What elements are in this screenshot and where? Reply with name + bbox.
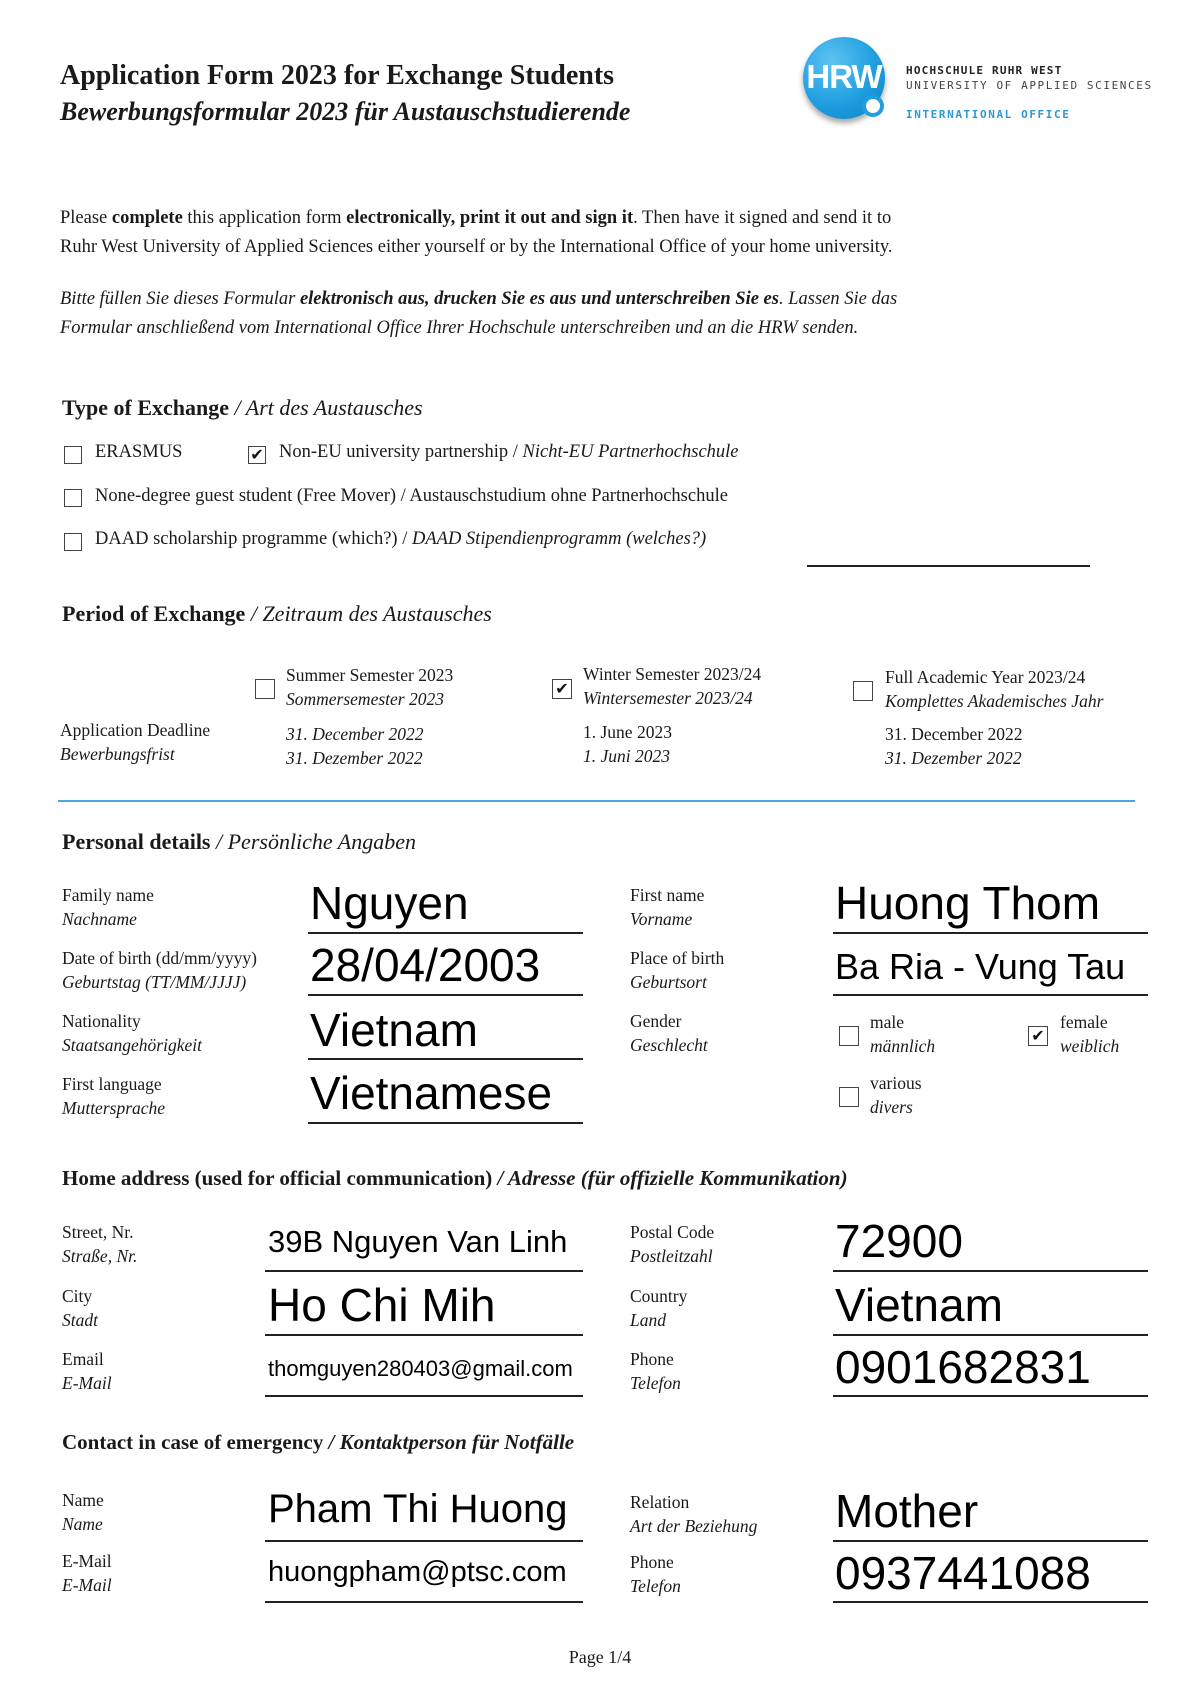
intro-de: Bitte füllen Sie dieses Formular elektronisch aus, drucken Sie es aus und unterschreiben Sie es. Lassen Sie das Formular anschließend vom International Office Ihrer Hochschule unterschreiben und an die HRW senden.: [60, 289, 898, 338]
emergency-email-field[interactable]: huongpham@ptsc.com: [268, 1556, 567, 1588]
email-label: Email E-Mail: [62, 1349, 112, 1393]
first-name-underline: [833, 932, 1148, 934]
relation-field[interactable]: Mother: [835, 1485, 979, 1537]
winter-semester-label: Winter Semester 2023/24 Wintersemester 2023/24: [583, 664, 762, 708]
postal-code-label: Postal Code Postleitzahl: [630, 1222, 715, 1266]
intro-en: Please complete this application form electronically, print it out and sign it. Then have it signed and send it to Ruhr West University of Applied Sciences either yourself or by the International Office of your home university.: [60, 208, 893, 257]
logo-line-3: INTERNATIONAL OFFICE: [906, 108, 1071, 121]
summer-semester-checkbox[interactable]: [255, 679, 275, 699]
free-mover-checkbox[interactable]: [64, 489, 82, 507]
place-of-birth-label: Place of birth Geburtsort: [630, 948, 725, 992]
city-underline: [265, 1334, 583, 1336]
summer-deadline: 31. December 2022 31. Dezember 2022: [286, 724, 424, 768]
logo-line-1: HOCHSCHULE RUHR WEST: [906, 64, 1063, 77]
street-field[interactable]: 39B Nguyen Van Linh: [268, 1224, 568, 1259]
postal-code-underline: [833, 1270, 1148, 1272]
full-year-label: Full Academic Year 2023/24 Komplettes Akademisches Jahr: [885, 667, 1104, 711]
phone-field[interactable]: 0901682831: [835, 1341, 1091, 1393]
winter-semester-checkbox[interactable]: [552, 679, 572, 699]
home-address-heading: Home address (used for official communication) / Adresse (für offizielle Kommunikation): [62, 1166, 848, 1190]
city-field[interactable]: Ho Chi Mih: [268, 1279, 496, 1331]
checkmark-icon: ✔: [250, 445, 264, 464]
postal-code-field[interactable]: 72900: [835, 1215, 963, 1267]
full-year-checkbox[interactable]: [853, 681, 873, 701]
period-heading: Period of Exchange / Zeitraum des Austausches: [62, 601, 492, 626]
country-field[interactable]: Vietnam: [835, 1279, 1003, 1331]
emergency-heading: Contact in case of emergency / Kontaktperson für Notfälle: [62, 1430, 575, 1454]
daad-label: DAAD scholarship programme (which?) / DAAD Stipendienprogramm (welches?): [95, 529, 707, 549]
gender-male-label: male männlich: [870, 1012, 936, 1056]
section-divider: [58, 800, 1135, 802]
emergency-phone-label: Phone Telefon: [630, 1552, 681, 1596]
email-underline: [265, 1395, 583, 1397]
relation-label: Relation Art der Beziehung: [630, 1492, 758, 1536]
form-title-en: Application Form 2023 for Exchange Students: [60, 60, 615, 91]
phone-underline: [833, 1395, 1148, 1397]
place-of-birth-underline: [833, 994, 1148, 996]
city-label: City Stadt: [62, 1286, 98, 1330]
page-number: Page 1/4: [568, 1647, 632, 1667]
family-name-underline: [308, 932, 583, 934]
first-language-field[interactable]: Vietnamese: [310, 1067, 553, 1119]
street-label: Street, Nr. Straße, Nr.: [62, 1222, 138, 1266]
non-eu-label: Non-EU university partnership / Nicht-EU Partnerhochschule: [279, 442, 739, 462]
exchange-type-heading: Type of Exchange / Art des Austausches: [62, 395, 423, 420]
hrw-logo-dot: [862, 95, 884, 117]
first-name-field[interactable]: Huong Thom: [835, 877, 1101, 929]
nationality-field[interactable]: Vietnam: [310, 1004, 478, 1056]
emergency-name-label: Name Name: [62, 1490, 104, 1534]
emergency-email-label: E-Mail E-Mail: [62, 1551, 112, 1595]
nationality-label: Nationality Staatsangehörigkeit: [62, 1011, 202, 1055]
dob-label: Date of birth (dd/mm/yyyy) Geburtstag (TT/MM/JJJJ): [62, 948, 257, 992]
personal-heading: Personal details / Persönliche Angaben: [62, 829, 416, 854]
emergency-phone-underline: [833, 1601, 1148, 1603]
email-field[interactable]: thomguyen280403@gmail.com: [268, 1356, 573, 1381]
gender-female-label: female weiblich: [1060, 1012, 1120, 1056]
dob-underline: [308, 994, 583, 996]
free-mover-label: None-degree guest student (Free Mover) / Austauschstudium ohne Partnerhochschule: [95, 486, 728, 506]
country-underline: [833, 1334, 1148, 1336]
first-language-underline: [308, 1122, 583, 1124]
logo-line-2: UNIVERSITY OF APPLIED SCIENCES: [906, 79, 1153, 92]
dob-field[interactable]: 28/04/2003: [310, 939, 541, 991]
family-name-field[interactable]: Nguyen: [310, 877, 469, 929]
country-label: Country Land: [630, 1286, 688, 1330]
gender-label: Gender Geschlecht: [630, 1011, 708, 1055]
gender-male-checkbox[interactable]: [839, 1026, 859, 1046]
family-name-label: Family name Nachname: [62, 885, 154, 929]
emergency-name-field[interactable]: Pham Thi Huong: [268, 1487, 568, 1531]
summer-semester-label: Summer Semester 2023 Sommersemester 2023: [286, 665, 454, 709]
daad-programme-input[interactable]: [807, 565, 1090, 567]
place-of-birth-field[interactable]: Ba Ria - Vung Tau: [835, 946, 1126, 987]
form-title-de: Bewerbungsformular 2023 für Austauschstudierende: [60, 97, 631, 126]
emergency-phone-field[interactable]: 0937441088: [835, 1547, 1091, 1599]
hrw-logo-text: HRW: [806, 58, 882, 95]
deadline-label: Application Deadline Bewerbungsfrist: [60, 720, 211, 764]
first-language-label: First language Muttersprache: [62, 1074, 166, 1118]
first-name-label: First name Vorname: [630, 885, 705, 929]
gender-female-checkbox[interactable]: [1028, 1026, 1048, 1046]
checkmark-icon: ✔: [1031, 1026, 1045, 1045]
erasmus-label: ERASMUS: [95, 442, 183, 462]
non-eu-checkbox[interactable]: [248, 446, 266, 464]
emergency-email-underline: [265, 1601, 583, 1603]
gender-various-checkbox[interactable]: [839, 1087, 859, 1107]
gender-various-label: various divers: [870, 1073, 922, 1117]
phone-label: Phone Telefon: [630, 1349, 681, 1393]
full-year-deadline: 31. December 2022 31. Dezember 2022: [885, 724, 1023, 768]
checkmark-icon: ✔: [555, 679, 569, 698]
winter-deadline: 1. June 2023 1. Juni 2023: [583, 722, 672, 766]
street-underline: [265, 1270, 583, 1272]
relation-underline: [833, 1540, 1148, 1542]
erasmus-checkbox[interactable]: [64, 446, 82, 464]
nationality-underline: [308, 1058, 583, 1060]
emergency-name-underline: [265, 1540, 583, 1542]
daad-checkbox[interactable]: [64, 533, 82, 551]
